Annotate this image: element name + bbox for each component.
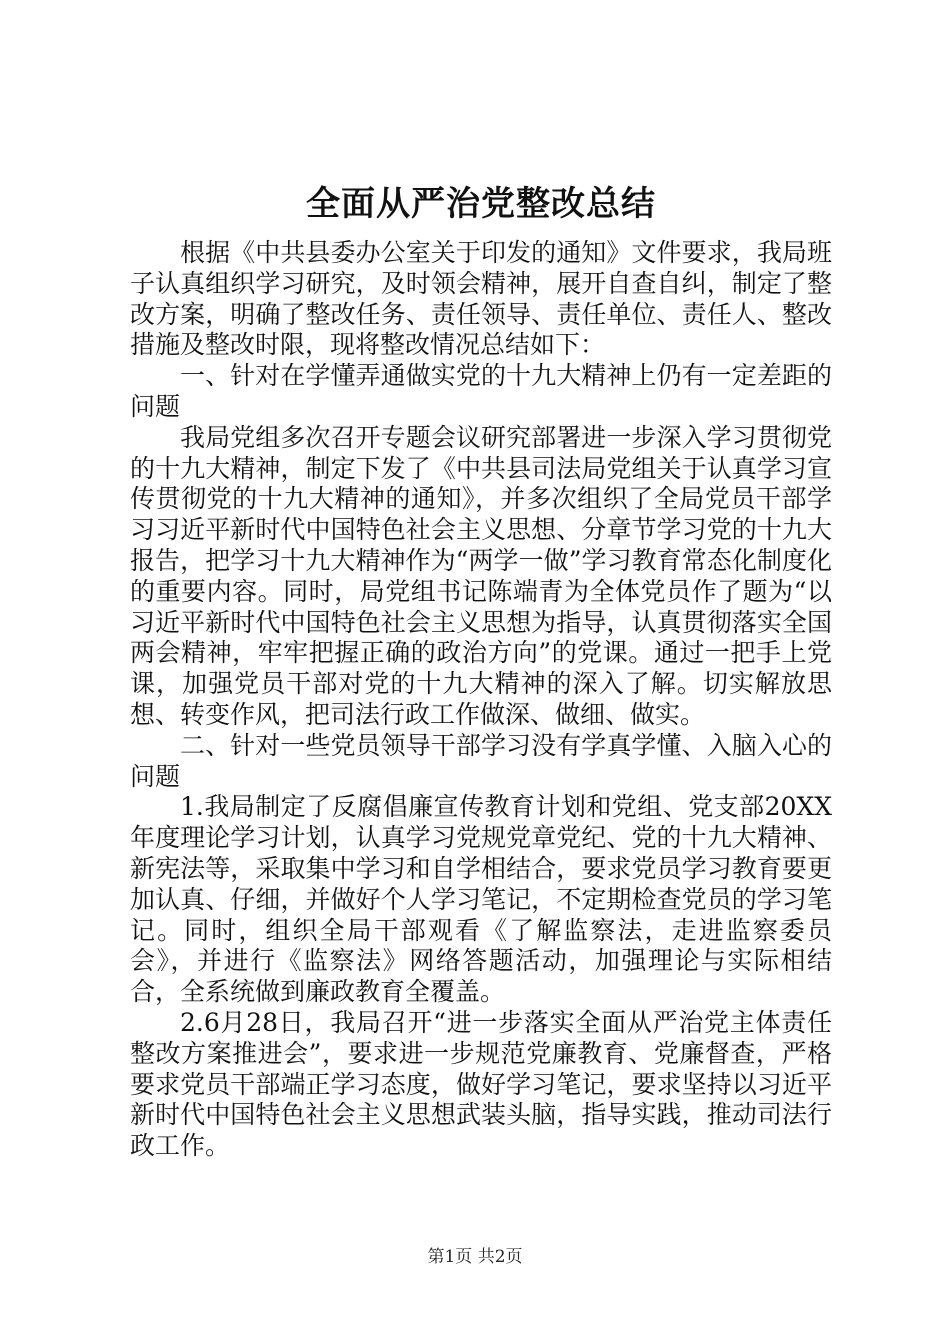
document-page xyxy=(130,178,832,1162)
section-heading-2: 二、针对一些党员领导干部学习没有学真学懂、入脑入心的问题 xyxy=(130,730,832,791)
section-heading-1: 一、针对在学懂弄通做实党的十九大精神上仍有一定差距的问题 xyxy=(130,361,832,421)
body-paragraph: 2.6月28日，我局召开“进一步落实全面从严治党主体责任整改方案推进会”，要求进一步规范党廉教育、党廉督查，严格要求党员干部端正学习态度，做好学习笔记，要求坚持以习近平新时代中国特色社会主义思想武装头脑，指导实践，推动司法行政工作。 xyxy=(130,1007,832,1161)
document-title: 全面从严治党整改总结 xyxy=(306,184,656,224)
body-paragraph: 我局党组多次召开专题会议研究部署进一步深入学习贯彻党的十九大精神，制定下发了《中共县司法局党组关于认真学习宣传贯彻党的十九大精神的通知》，并多次组织了全局党员干部学习习近平新时代中国特色社会主义思想、分章节学习党的十九大报告，把学习十九大精神作为“两学一做”学习教育常态化制度化的重要内容。同时，局党组书记陈端青为全体党员作了题为“以习近平新时代中国特色社会主义思想为指导，认真贯彻落实全国两会精神，牢牢把握正确的政治方向”的党课。通过一把手上党课，加强党员干部对党的十九大精神的深入了解。切实解放思想、转变作风，把司法行政工作做深、做细、做实。 xyxy=(130,422,832,729)
intro-paragraph: 根据《中共县委办公室关于印发的通知》文件要求，我局班子认真组织学习研究，及时领会精神，展开自查自纠，制定了整改方案，明确了整改任务、责任领导、责任单位、责任人、整改措施及整改时限，现将整改情况总结如下： xyxy=(130,238,832,360)
body-paragraph: 1.我局制定了反腐倡廉宣传教育计划和党组、党支部20XX年度理论学习计划，认真学习党规党章党纪、党的十九大精神、新宪法等，采取集中学习和自学相结合，要求党员学习教育要更加认真、仔细，并做好个人学习笔记，不定期检查党员的学习笔记。同时，组织全局干部观看《了解监察法，走进监察委员会》，并进行《监察法》网络答题活动，加强理论与实际相结合，全系统做到廉政教育全覆盖。 xyxy=(130,792,832,1007)
page-footer: 第1页 共2页 xyxy=(427,1247,523,1267)
